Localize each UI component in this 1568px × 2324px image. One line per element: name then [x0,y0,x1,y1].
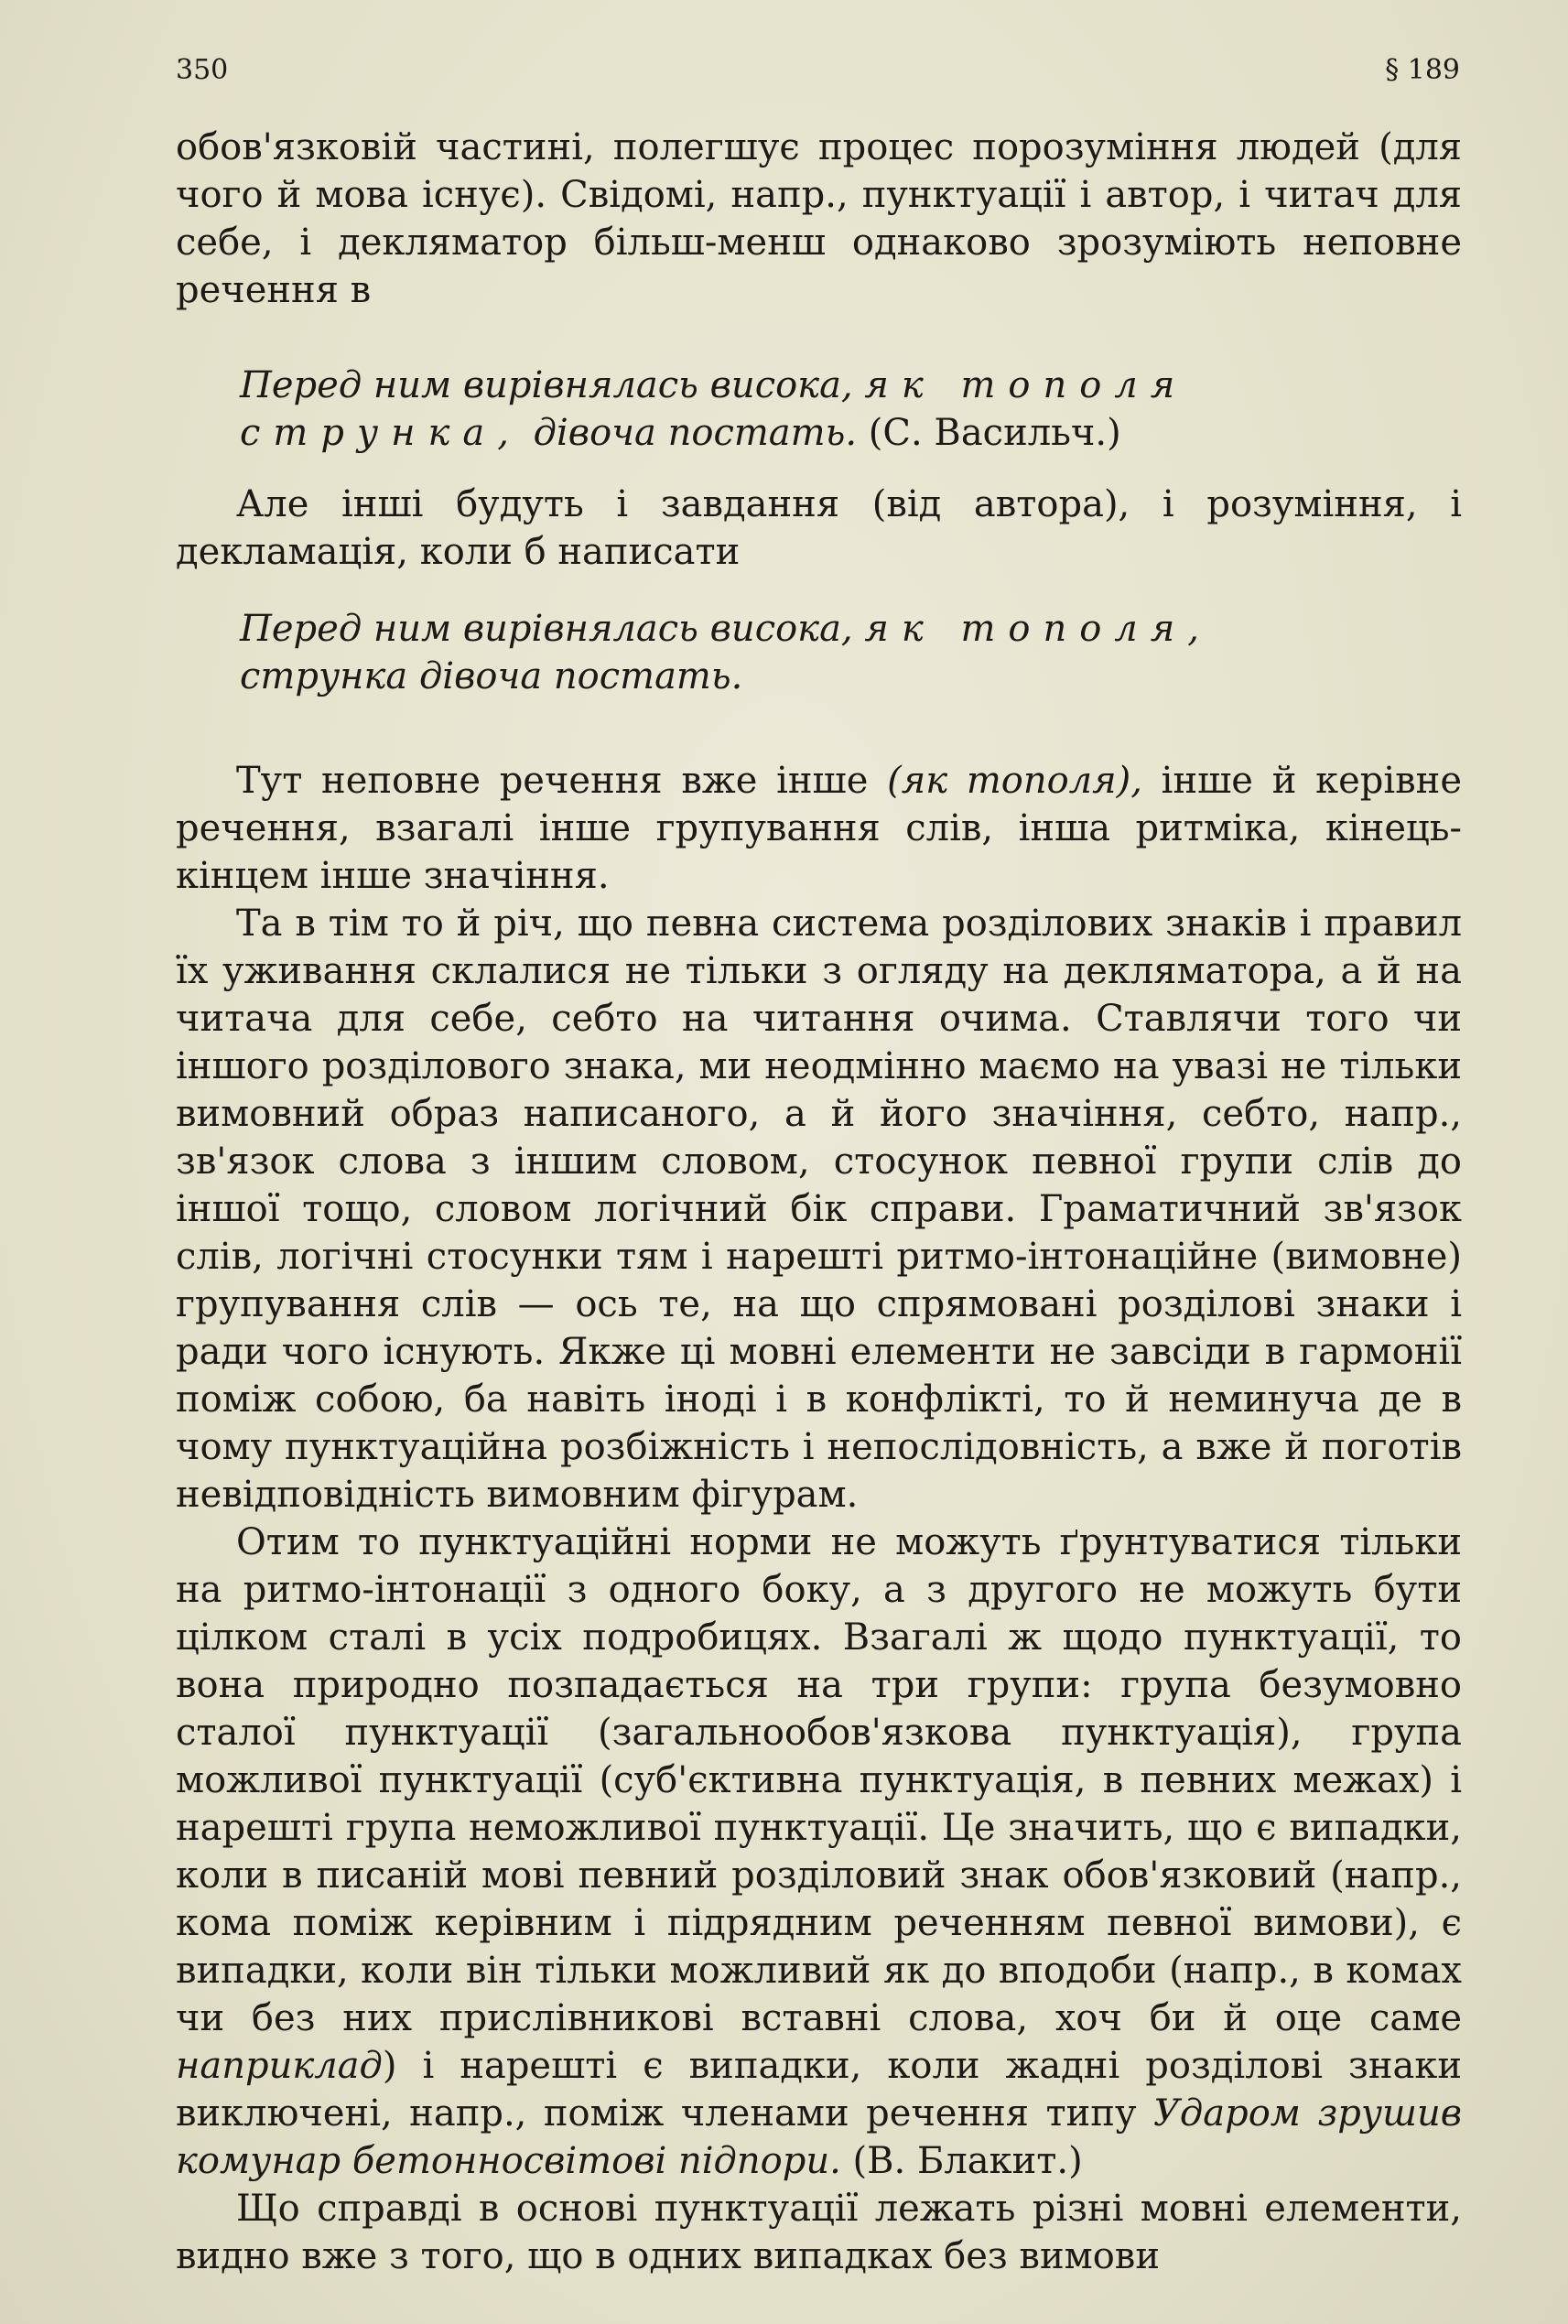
paragraph: Та в тім то й річ, що певна система розділових знаків і правил їх уживання склалися не тільки з огляду на декляматора, а й на читача для себе, себто на читання очима. Ставлячи того чи іншого розділового знака, ми неодмінно маємо на увазі не тільки вимовний образ написаного, а й його значіння, себто, напр., зв'язок слова з іншим словом, стосунок певної групи слів до іншої тощо, словом логічний бік справи. Граматичний зв'язок слів, логічні стосунки тям і нарешті ритмо-інтонаційне (вимовне) групування слів — ось те, на що спрямовані розділові знаки і ради чого існують. Якже ці мовні елементи не завсіди в гармонії поміж собою, ба навіть іноді і в конфлікті, то й неминуча де в чому пунктуаційна розбіжність і непослідовність, а вже й поготів невідповідність вимовним фігурам. [176,903,1462,1516]
paragraph-continuation: обов'язковій частині, полегшує процес порозуміння людей (для чого й мова існує). Свідомі, напр., пунктуації і автор, і читач для себе, і декляматор більш-менш однаково зрозуміють неповне речення в [176,126,1462,311]
example-2-line-2: струнка дівоча постать. [240,655,743,697]
body-text [176,124,1462,2280]
spaced-emphasis: як тополя [864,364,1188,406]
spaced-emphasis: як тополя, [864,608,1212,650]
running-head [176,48,1460,93]
paragraph: Отим то пунктуаційні норми не можуть ґрунтуватися тільки на ритмо-інтонації з одного боку, а з другого не можуть бути цілком сталі в усіх подробицях. Взагалі ж щодо пунктуації, то вона природно позпадається на три групи: група безумовно сталої пунктуації (загальнообов'язкова пунктуація), група можливої пунктуації (суб'єктивна пунктуація, в певних межах) і нарешті група неможливої пунктуації. Це значить, що є випадки, коли в писаній мові певний розділовий знак обов'язковий (напр., кома поміж керівним і підрядним реченням певної вимови), є випадки, коли він тільки можливий як до вподоби (напр., в комах чи без них прислівникові вставні слова, хоч би й оце саме наприклад) і нарешті є випадки, коли жадні розділові знаки виключені, напр., поміж членами речення типу Ударом зрушив комунар бетонносвітові підпори. (В. Блакит.) [176,1521,1462,2182]
section-number: § 189 [1385,54,1460,86]
italic-phrase: (як тополя), [887,760,1142,802]
source-citation: (С. Васильч.) [868,412,1121,454]
example-1-line-2: струнка, дівоча постать. (С. Васильч.) [240,412,1121,454]
example-1-line-1: Перед ним вирівнялась висока, як тополя [240,364,1188,406]
paragraph: Що справді в основі пунктуації лежать різні мовні елементи, видно вже з того, що в одних випадках без вимови [176,2188,1462,2277]
italic-example: Ударом зрушив комунар бетонносвітові підпори. [176,2092,1462,2182]
paragraph: Але інші будуть і завдання (від автора), і розуміння, і декламація, коли б написати [176,483,1462,573]
italic-word: наприклад [176,2045,383,2087]
example-sentence-1 [240,362,1462,457]
paragraph: Тут неповне речення вже інше (як тополя), інше й керівне речення, взагалі інше групування слів, інша ритміка, кінець-кінцем інше значіння. [176,760,1463,897]
example-2-line-1: Перед ним вирівнялась висока, як тополя, [240,608,1212,650]
spaced-emphasis: струнка, [240,412,522,454]
example-sentence-2 [240,605,1462,700]
page-number: 350 [176,54,229,86]
